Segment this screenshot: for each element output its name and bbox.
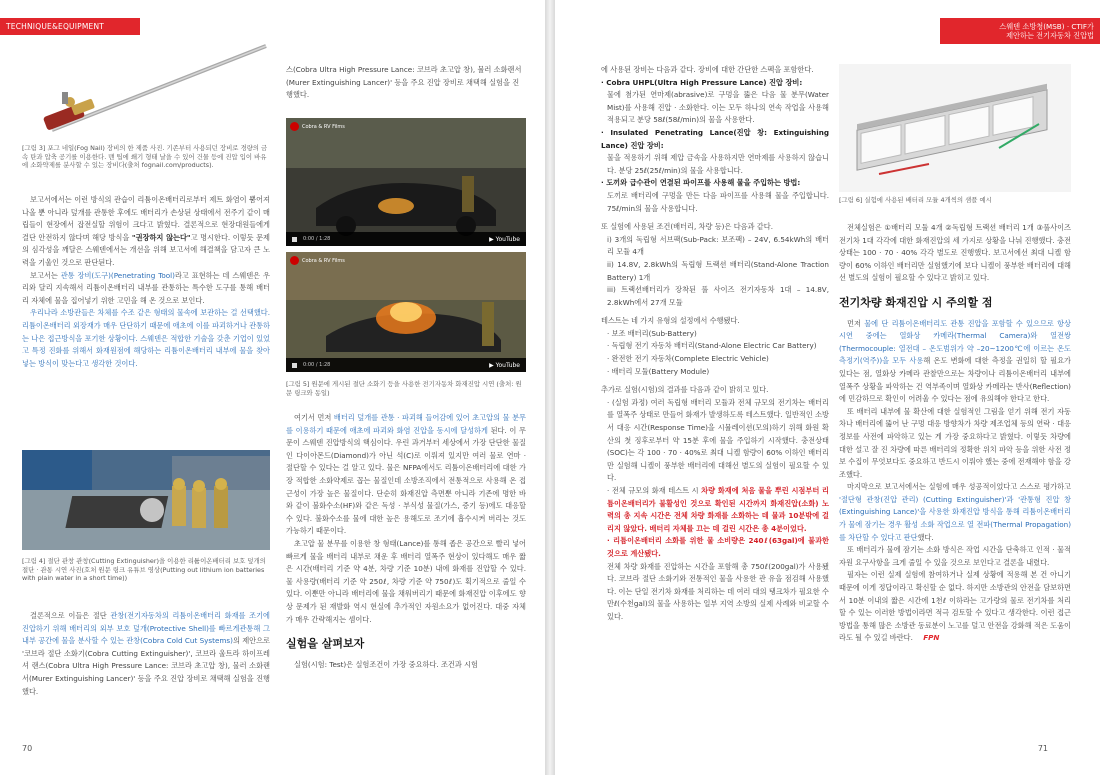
section-banner: TECHNIQUE&EQUIPMENT [0,18,140,35]
result-item: 전체 차량 화재를 진압하는 시간을 포함해 총 750ℓ(200gal)가 사용됐다. 코브라 절단 소화기와 전통적인 물을 사용한 관 유을 점검해 사용했다. 이는 단일 전기차 화재를 처리하는 데 여러 대의 탱크차가 필요한 수만ℓ(수천gal)의 물을 사용하는 일부 지역 소방의 실제 사례와 비교할 수 있다. [607,561,829,621]
right-column-1-text [601,64,829,764]
paragraph: 우리나라 소방관들은 차체를 수조 같은 형태의 물속에 보관하는 걸 선택했다. 리튬이온배터리 외장재가 매우 단단하기 때문에 애초에 이를 파괴하거나 관통하는 나은 접근방식을 포기한 상황이다. 스웨덴은 적합한 기술을 갖춘 기업이 있었고 특정 진화를 위해서 화재원점에 해당하는 리튬이온배터리 내부에 물을 찾아 넣는 방식이 맞는다고 생각한 것이다. [22,308,270,368]
page-gutter [545,0,555,775]
equipment-desc: 물을 적용하기 위해 제압 금속을 사용하지만 연마제를 사용하지 않습니다. 분당 25ℓ(25ℓ/min)의 물을 사용합니다. [607,153,829,175]
equipment-title: · Insulated Penetrating Lance(진압 창: Extinguishing Lance) 진압 장비: [601,127,829,150]
paragraph: 된다. 이 무문이 스웨덴 진압방식의 핵심이다. 우린 과거부터 세상에서 가장 단단한 물질인 다이아몬드(Diamond)가 아닌 석(C)로 이뤄져 있지만 여러 물로 연마 · 절단할 수 있다는 걸 알고 있다. 물은 NFPA에서도 리튬이온배터리에 대한 가장 적합한 소화약제로 꼽는 물질인데 소방조직에서 전통적으로 사용해 온 접근성이 가장 높은 물질이다. 단순히 화재진압 측면뿐 아니라 기존에 명한 바와 같이 불화수소(HF)와 같은 독성 · 부식성 물질(가스, 증기 등)에도 대응할 수 있다. 불화수소를 물에 대한 높은 용해도로 조기에 흡수시켜 버리는 것도 가능하기 때문이다. [286,425,526,536]
paragraph: 또 배터리가 물에 잠기는 소화 방식은 작업 시간을 단축하고 인적 · 물적 자원 요구사항을 크게 줄일 수 있을 것으로 보인다고 결론을 내렸다. [839,545,1071,567]
play-icon[interactable] [292,363,297,368]
youtube-logo-icon[interactable]: ▶ YouTube [489,235,520,243]
condition-item: ii) 14.8V, 2.8kWh의 독립형 트랙션 배터리(Stand-Alone Traction Battery) 1개 [607,259,829,282]
figure-5-caption: [그림 5] 원문에 게시된 절단 소화기 등을 사용한 전기자동차 화재진압 시연 (출처: 원문 링크와 동일) [286,380,522,397]
paragraph: 초고압 물 분무를 이용한 창 형태(Lance)를 통해 좁은 공간으로 빨리 넣어 빠르게 물을 배터리 내부로 채운 후 배터리 열폭주 현상이 있다해도 매우 짧은 시간(배터리 기준 약 4분, 차량 기준 10분) 내에 화재를 진압할 수 있다. 물 사용량(배터리 기준 약 250ℓ, 차량 기준 약 750ℓ)도 획기적으로 줄일 수 있다. 이뿐만 아니라 배터리에 물을 채워버리기 때문에 화재진압 이후에도 향상 문제가 된 재발화 역시 현실에 추가적인 자원소요가 없어진다. 대중 자체가 매우 간략해지는 셈이다. [286,538,526,624]
paragraph: 필자는 이런 실제 실험에 참여하거나 실제 상황에 적용해 본 건 아니기 때문에 이게 정답이라고 확신할 순 없다. 하지만 소방관의 안전을 담보하면서 10분 이내의 짧은 시간에 1천ℓ 이하라는 고가량의 물로 전기차를 처리할 수 있는 이러한 방법이라면 적극 검토할 수 있다고 생각한다. 이런 접근 방법을 통해 많은 소방관 동료분이 노고를 덜고 안전을 강화해 적은 도움이라도 될 수 있길 바란다. [839,570,1071,643]
paragraph: 먼저 [847,318,865,328]
paragraph: 했다. [917,532,934,542]
section-heading: 실험을 살펴보자 [286,637,365,651]
cutting-demo-photo [22,450,270,550]
left-column-2-text [286,412,526,762]
test-type: · 배터리 모듈(Battery Module) [607,366,710,376]
play-icon[interactable] [292,237,297,242]
paragraph: 해 온도 변화에 대한 측정을 권일히 할 필요가 있다는 점, 열화상 카메라 관찰만으로는 차량이나 리튬이온배터리 내부에 열폭주 상황을 파악하는 건 역부족이며 열화상 카메라는 반사(Reflection)에 민감하므로 확인이 어려울 수 있다는 점에 유의해야 한다고 한다. [839,356,1071,404]
test-type: · 완전한 전기 자동차(Complete Electric Vehicle) [607,354,769,364]
page-number-right: 71 [1037,744,1048,753]
video-still-2[interactable] [286,252,526,372]
paragraph: 또 실험에 사용된 조건(배터리, 차량 등)은 다음과 같다. [601,222,773,232]
paragraph: 결론적으로 이들은 절단 [30,611,111,620]
paragraph: 테스트는 네 가지 유형의 설정에서 수행됐다. [601,316,740,326]
channel-avatar-icon [290,256,299,265]
paragraph: 추가로 실험(시험)의 결과를 다음과 같이 밝히고 있다. [601,385,769,395]
right-page [555,0,1100,775]
paragraph: 전체실험은 ①배터리 모듈 4개 ②독립형 트랙션 배터리 1개 ③풀사이즈 전기차 1대 각각에 대한 화재진압의 세 가지로 상황을 나눠 진행했다. 충전상태는 100 · 70 · 40% 각각 별도로 진행했다. 보고서에선 최대 니켈 함량이 60% 이하인 배터리만 실험했기에 보다 니켈이 풍부한 배터리에 대해선 별도의 실험이 필요할 수 있다고 밝히고 있다. [839,223,1071,283]
equipment-title: · 도끼와 급수관이 연결된 파이프를 사용해 물을 주입하는 방법: [601,178,801,188]
video-controls[interactable]: 0:00 / 1:28 ▶ YouTube [286,358,526,372]
result-highlight: 차량 화재에 처음 물을 뿌린 시점부터 리튬이온배터리가 불활성인 것으로 확인된 시간까지 화재진압(소화) 노력의 총 지속 시간은 전체 차량 화재를 소화하는 데 물과 10분밖에 걸리지 않았다. 배터리 자체를 끄는 데 걸린 시간은 총 4분이었다. [607,486,829,533]
left-column-2-intro: 스(Cobra Ultra High Pressure Lance: 코브라 초고압 창), 뮬러 소화랜서(Murer Extinguishing Lancer)' 등을 주요 진압 장비로 채택해 실험을 진행했다. [286,65,522,100]
right-column-2-text [839,222,1071,762]
video-controls[interactable]: 0:00 / 1:28 ▶ YouTube [286,232,526,246]
banner-line: 스웨덴 소방청(MSB) · CTIF가 [999,22,1094,31]
paragraph: 보고서에서는 이런 방식의 관습이 리튬이온배터리로부터 제트 화염이 뿜어져 나올 뿐 아니라 덮개를 관통한 후에도 배터리가 손상된 상태에서 전주기 같이 매립들이 현장에서 잡전실할 위험이 크다고 밝혔다. 결론적으로 현장대원들에게 결단 안전하지 않다며 해당 방식을 [22,195,270,242]
paragraph: 의 제안으로 '코브라 절단 소화기(Cobra Cutting Extinguisher)', 코브라 울트라 하이프레셔 랜스(Cobra Ultra High Pressure Lance: 코브라 초고압 창), 물러 소화랜서(Murer Extinguishing Lancer)' 등을 주요 진압 장비로 채택해 실험을 진행했다. [22,636,270,696]
fog-nail-photo [22,40,270,140]
section-banner [940,18,1100,44]
result-highlight: · 리튬이온배터리 소화를 위한 물 소비량은 240ℓ(63gal)에 불과한 것으로 계산됐다. [607,536,829,558]
battery-module-illustration [839,64,1071,192]
left-column-1b-text [22,610,270,760]
section-heading: 전기차량 화재진압 시 주의할 점 [839,295,993,309]
condition-item: iii) 트랙션배터리가 장착된 풀 사이즈 전기자동차 1대 – 14.8V, 2.8kWh에서 27개 모듈 [607,285,829,307]
left-column-1-text [22,194,270,448]
video-still-1[interactable] [286,118,526,246]
paragraph: 여기서 먼저 [294,413,334,422]
equipment-desc: 도끼로 배터리에 구멍을 만든 다음 파이프를 사용해 물을 주입합니다. 75ℓ/min의 물을 사용합니다. [607,190,829,213]
result-item: · 전체 규모의 화재 테스트 시 [607,486,702,495]
test-type: · 독립형 전기 자동차 배터리(Stand-Alone Electric Car Battery) [607,341,817,351]
highlight: '절단형 관창(진압 관리) (Cutting Extinguisher)'과 '관통형 진압 창(Extinguishing Lance)'을 사용한 화재진압 방식을 통해 리튬이온배터리가 물에 잠기는 경우 활성 소화 작업으로 열 전파(Thermal Propagation)를 차단할 수 있다고 판단 [839,494,1071,542]
paragraph: 또 배터리 내부에 물 확산에 대한 실험적인 그림을 얻기 위해 전기 자동차나 배터리에 뚫어 난 구멍 대응 방향차가 차량 제조업체 등의 연락 · 대응 정보를 사전에 파악하고 있는 게 가장 중요하다고 밝혔다. 이렇듯 차량에 대한 설고 잘 진 차량에 따른 배터리의 정확한 위치 파악 등을 위한 사전 정보 수집이 무엇보다도 중요하고 반드시 이뤄야 했는 중에 전재해야 함을 강조했다. [839,406,1071,479]
test-type: · 보조 배터리(Sub-Battery) [607,328,697,338]
figure-4-caption: [그림 4] 절단 관창 관창(Cutting Extinguisher)을 이용한 리튬이온배터리 보호 덮개의 절단 · 관통 시연 사진(호처 원문 링크 유튜브 영상(Putting out lithium ion batteries with plain water in a short time)) [22,557,266,583]
fog-nail-illustration [22,40,270,140]
fpn-logo: FPN [923,633,940,643]
page-number-left: 70 [22,744,33,753]
highlight: 물에 단 리튬이온배터리도 관통 진압을 포함할 수 있으므로 항상 시연 중에는 열화상 카메라(Thermal Camera)와 열전쌍(Thermocouple: 열전대 – 온도범위가 약 –20~1200℃에 이르는 온도측정기(역주))을 모두 사용 [839,318,1071,366]
left-page [0,0,545,775]
equipment-title: · Cobra UHPL(Ultra High Pressure Lance) 진압 장비: [601,77,803,87]
paragraph: 에 사용된 장비는 다음과 같다. 장비에 대한 간단한 스펙을 포함한다. [601,65,814,74]
condition-item: i) 3개의 독립형 서브팩(Sub-Pack: 보조팩) – 24V, 6.54kWh의 배터리 모듈 4개 [607,234,829,257]
battery-module-photo [839,64,1071,192]
firefighters-illustration [22,450,270,550]
paragraph: 보고서는 [30,270,61,280]
result-item: · (실험 과정) 여러 독립형 배터리 모듈과 전체 규모의 전기차는 배터리를 열폭주 상태로 만들어 화재가 발생하도록 테스트했다. 일반적인 소방서 대응 시간(Response Time)을 시뮬레이션(모의)하기 위해 화원 확산의 첫 징후로부터 약 15분 후에 물을 주입하기 시작했다. 충전상태(SOC)는 각 100 · 70 · 40%로 최대 니켈 함량이 60% 이하인 배터리만 실험해 니켈이 풍부한 배터리에 대해선 별도의 실험이 필요할 수 있다. [607,397,829,483]
banner-line: 제안하는 전기자동차 진압법 [1006,31,1094,40]
paragraph: 마지막으로 보고서에서는 실험에 매우 성공적이었다고 스스로 평가하고 [847,482,1071,492]
lance-demo-scene [286,252,526,372]
equipment-desc: 물에 첨가된 연마제(abrasive)로 구멍을 뚫은 다음 물 분무(Water Mist)를 사용해 진압 · 소화한다. 이는 모두 하나의 연속 작업을 사용해 적용되고 분당 58ℓ(58ℓ/min)의 물을 사용한다. [607,90,829,125]
video-channel: Cobra & RV Films [290,256,345,265]
channel-avatar-icon [290,122,299,131]
figure-6-caption: [그림 6] 실험에 사용된 배터리 모듈 4개씩의 샘플 예시 [839,196,992,204]
figure-3-caption: [그림 3] 포그 네일(Fog Nail) 장비의 한 제품 사진. 기존부터 사용되던 장비로 경량의 금속 탄과 압축 공기를 이용한다. 맨 팁에 쐐기 형태 날을 수 있어 건물 등에 진압 입이 바유에 소화약제를 분사할 수 있는 장비다(출처 fognail.com/products). [22,144,268,170]
emphasis: "권장하지 않는다" [131,232,191,242]
car-fire-scene [286,118,526,246]
paragraph: 고 명시한다. 이렇듯 문제의 심각성을 깨달은 스웨덴에서는 개선을 위해 보고서에 해결책을 담고자 큰 노력을 기울인 것으로 판단된다. [22,232,270,267]
paragraph: 실험(시험: Test)은 실험조건이 가장 중요하다. 조건과 시험 [294,659,478,669]
highlight: 관통 장비(도구)(Penetrating Tool) [60,270,175,280]
highlight: 관창(전기자동차의 리튬이온배터리 화재를 조기에 진압하기 위해 배터리의 외부 보호 덮개(Protective Shell)를 빠르게관통해 그 내부 공간에 물을 분사할 수 있는 관창(Cobra Cold Cut Systems) [22,611,270,646]
paragraph: 라고 표현하는 데 스웨덴은 우리와 달리 지속해서 리튬이온배터리 내부를 관통하는 특수한 도구를 통해 배터리 자체에 물을 집어넣기 위한 고민을 해 온 것으로 보인다. [22,270,270,305]
highlight: 배터리 덮개를 관통 · 파괴해 들어감에 있어 초고압의 물 분무를 이용하기 때문에 애초에 파괴와 화염 진압을 동시에 달성하게 [286,413,526,435]
youtube-logo-icon[interactable]: ▶ YouTube [489,361,520,369]
video-channel: Cobra & RV Films [290,122,345,131]
